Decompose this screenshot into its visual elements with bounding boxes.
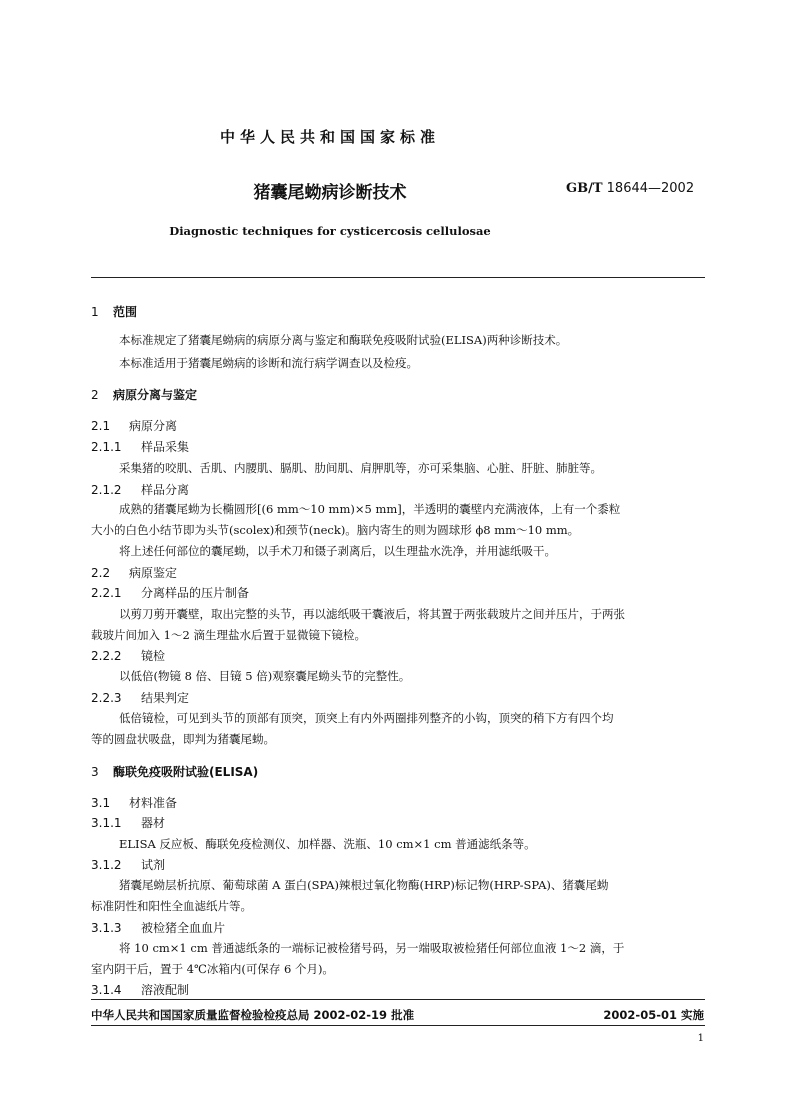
code-prefix: GB/T — [566, 181, 603, 196]
subsection-heading: 2.1.2 样品分离 — [91, 483, 190, 497]
approval-line: 中华人民共和国国家质量监督检验检疫总局 2002-02-19 批准 — [91, 1008, 415, 1022]
paragraph: 以剪刀剪开囊壁，取出完整的头节，再以滤纸吸干囊液后，将其置于两张载玻片之间并压片，于两张 — [119, 607, 625, 621]
effective-date: 2002-05-01 实施 — [603, 1008, 704, 1022]
paragraph: 本标准规定了猪囊尾蚴病的病原分离与鉴定和酶联免疫吸附试验(ELISA)两种诊断技术。 — [119, 333, 568, 347]
header-rule — [91, 277, 705, 278]
paragraph: 猪囊尾蚴层析抗原、葡萄球菌 A 蛋白(SPA)辣根过氧化物酶(HRP)标记物(HRP-SPA)、猪囊尾蚴 — [119, 878, 609, 892]
subsection-heading: 2.2.1 分离样品的压片制备 — [91, 586, 250, 600]
page-number: 1 — [697, 1033, 704, 1044]
header-org: 中华人民共和国国家标准 — [219, 128, 440, 146]
subsection-heading: 2.1 病原分离 — [91, 419, 178, 433]
paragraph: 成熟的猪囊尾蚴为长椭圆形[(6 mm～10 mm)×5 mm]，半透明的囊壁内充满液体，上有一个黍粒 — [119, 502, 621, 516]
subsection-heading: 3.1.2 试剂 — [91, 858, 166, 872]
paragraph: 大小的白色小结节即为头节(scolex)和颈节(neck)。脑内寄生的则为圆球形 ϕ8 mm～10 mm。 — [91, 523, 580, 537]
paragraph: ELISA 反应板、酶联免疫检测仪、加样器、洗瓶、10 cm×1 cm 普通滤纸条等。 — [119, 837, 536, 851]
subsection-heading: 2.1.1 样品采集 — [91, 440, 190, 454]
paragraph: 等的圆盘状吸盘，即判为猪囊尾蚴。 — [91, 732, 275, 746]
subsection-heading: 3.1.4 溶液配制 — [91, 983, 190, 997]
paragraph: 低倍镜检，可见到头节的顶部有顶突，顶突上有内外两圈排列整齐的小钩，顶突的稍下方有四个均 — [119, 711, 614, 725]
paragraph: 标准阴性和阳性全血滤纸片等。 — [91, 899, 252, 913]
subsection-heading: 2.2 病原鉴定 — [91, 566, 178, 580]
document-title: 猪囊尾蚴病诊断技术 — [253, 183, 407, 203]
section-heading: 2 病原分离与鉴定 — [91, 388, 198, 402]
paragraph: 室内阴干后，置于 4℃冰箱内(可保存 6 个月)。 — [91, 962, 334, 976]
footer-bottom-rule — [91, 1025, 705, 1026]
subsection-heading: 2.2.2 镜检 — [91, 649, 166, 663]
paragraph: 采集猪的咬肌、舌肌、内腰肌、膈肌、肋间肌、肩胛肌等，亦可采集脑、心脏、肝脏、肺脏等。 — [119, 461, 602, 475]
subsection-heading: 3.1.1 器材 — [91, 816, 166, 830]
subsection-heading: 3.1.3 被检猪全血血片 — [91, 921, 226, 935]
paragraph: 本标准适用于猪囊尾蚴病的诊断和流行病学调查以及检疫。 — [119, 356, 418, 370]
code-number: 18644—2002 — [606, 181, 695, 196]
section-heading: 1 范围 — [91, 305, 138, 319]
paragraph: 以低倍(物镜 8 倍、目镜 5 倍)观察囊尾蚴头节的完整性。 — [119, 669, 411, 683]
footer-rule — [91, 999, 705, 1000]
subsection-heading: 3.1 材料准备 — [91, 796, 178, 810]
section-heading: 3 酶联免疫吸附试验(ELISA) — [91, 765, 259, 779]
paragraph: 将上述任何部位的囊尾蚴，以手术刀和镊子剥离后，以生理盐水洗净，并用滤纸吸干。 — [119, 544, 556, 558]
english-title: Diagnostic techniques for cysticercosis cellulosae — [169, 224, 491, 238]
subsection-heading: 2.2.3 结果判定 — [91, 691, 190, 705]
paragraph: 载玻片间加入 1～2 滴生理盐水后置于显微镜下镜检。 — [91, 628, 366, 642]
standard-code — [566, 181, 694, 196]
paragraph: 将 10 cm×1 cm 普通滤纸条的一端标记被检猪号码，另一端吸取被检猪任何部位血液 1～2 滴，于 — [119, 941, 625, 955]
